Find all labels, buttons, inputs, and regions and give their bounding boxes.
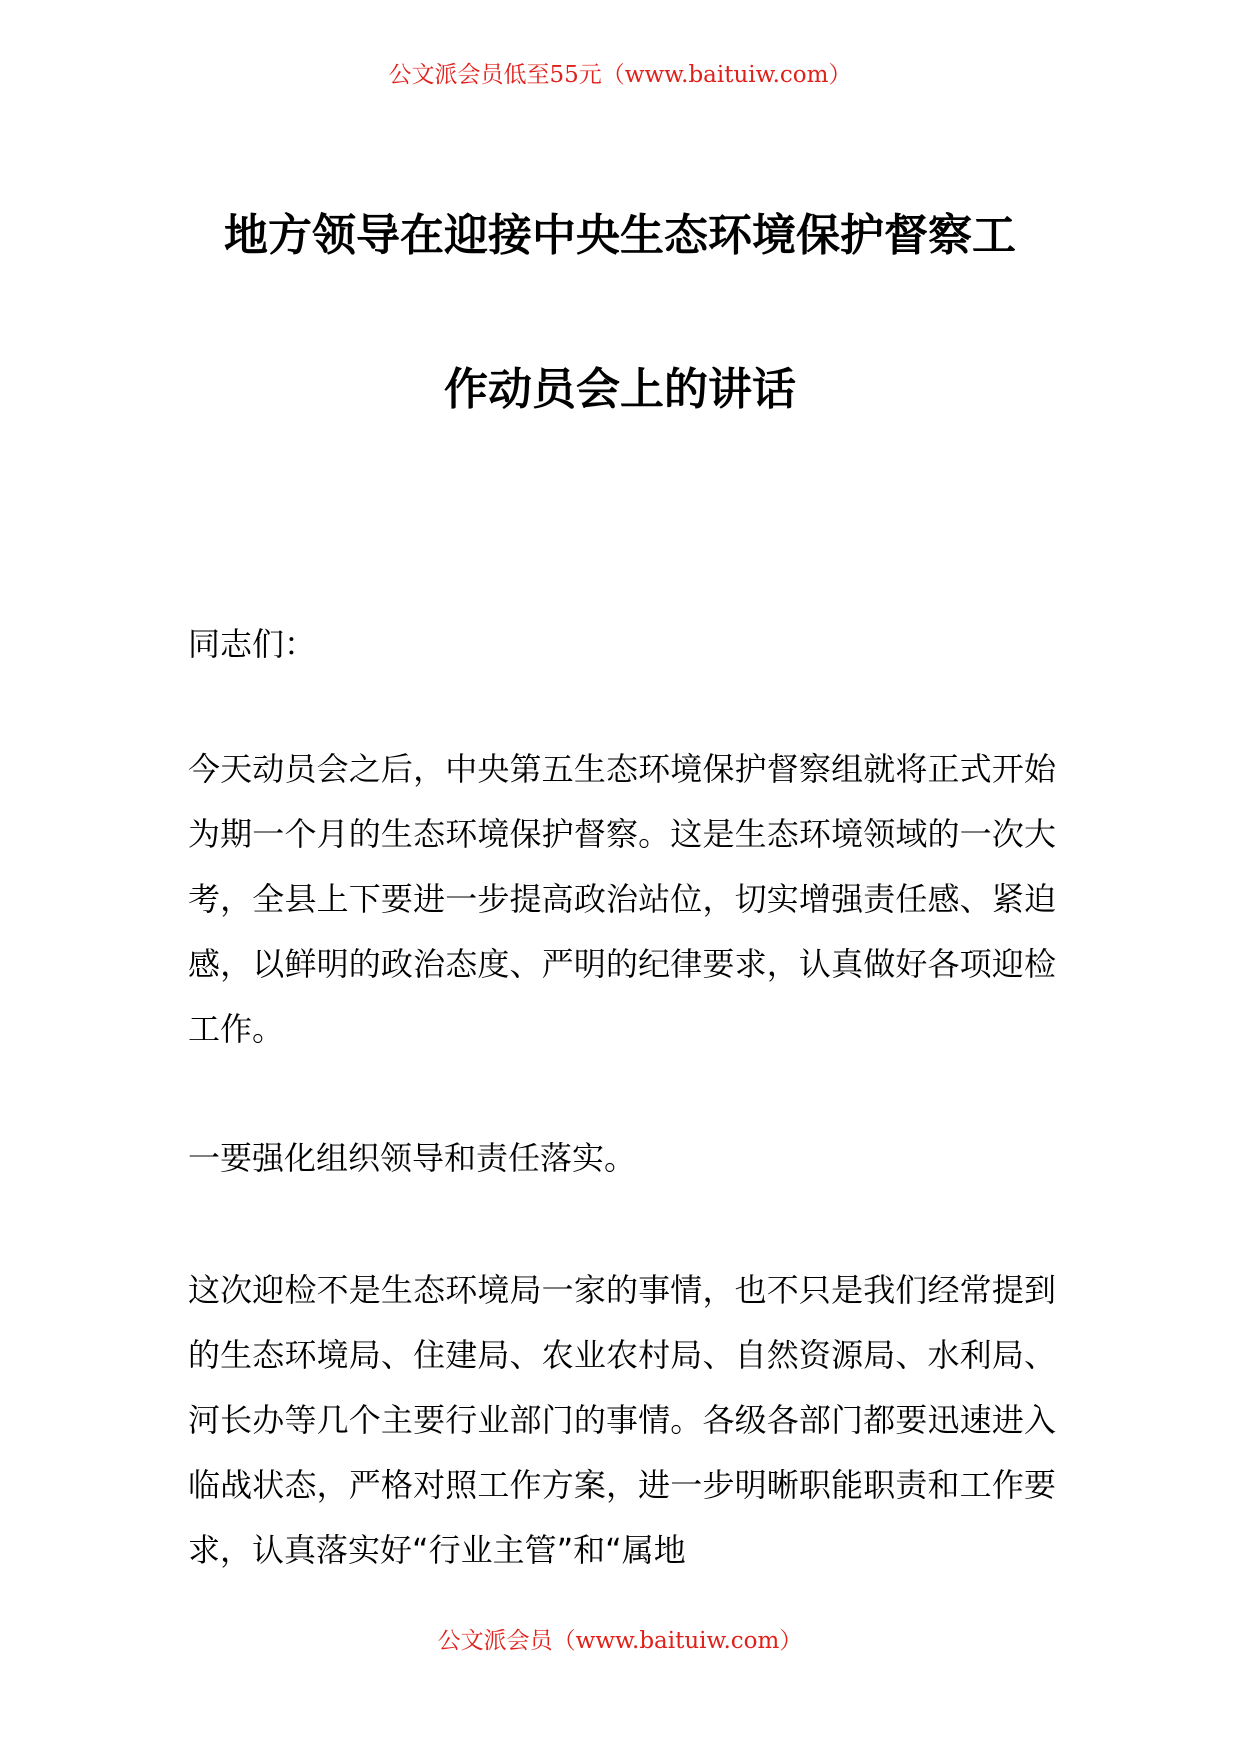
title-line-1: 地方领导在迎接中央生态环境保护督察工 bbox=[224, 210, 1016, 261]
header-watermark-note: 公文派会员低至55元（www.baituiw.com） bbox=[388, 62, 852, 88]
paragraph-intro: 今天动员会之后，中央第五生态环境保护督察组就将正式开始为期一个月的生态环境保护督察。这是生态环境领域的一次大考，全县上下要进一步提高政治站位，切实增强责任感、紧迫感，以鲜明的政治态度、严明的纪律要求，认真做好各项迎检工作。 bbox=[188, 750, 1056, 1048]
paragraph-body-1: 这次迎检不是生态环境局一家的事情，也不只是我们经常提到的生态环境局、住建局、农业农村局、自然资源局、水利局、河长办等几个主要行业部门的事情。各级各部门都要迅速进入临战状态，严格对照工作方案，进一步明晰职能职责和工作要求，认真落实好“行业主管”和“属地 bbox=[188, 1271, 1056, 1569]
title-line-2: 作动员会上的讲话 bbox=[444, 364, 796, 415]
section-heading-1: 一要强化组织领导和责任落实。 bbox=[188, 1139, 637, 1177]
footer-watermark-note: 公文派会员（www.baituiw.com） bbox=[437, 1628, 803, 1654]
salutation: 同志们： bbox=[188, 625, 317, 663]
